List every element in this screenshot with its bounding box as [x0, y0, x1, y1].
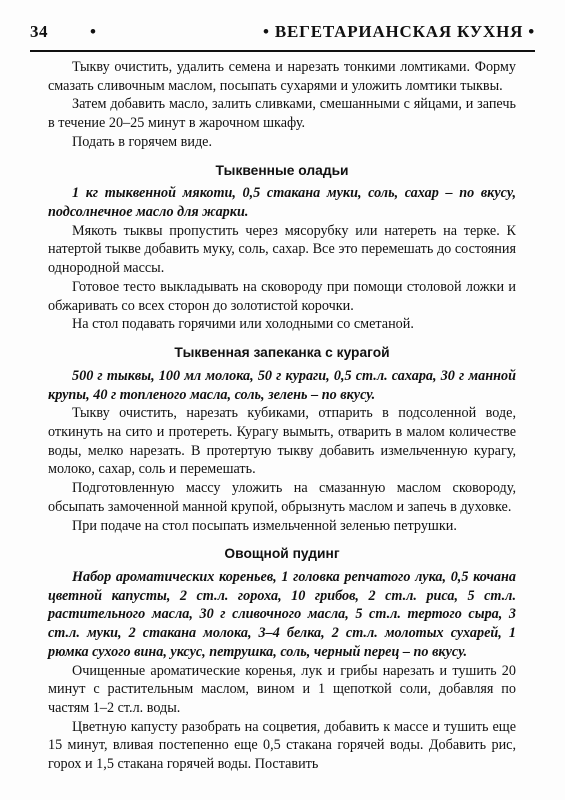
ingredients: Набор ароматических кореньев, 1 головка репчатого лука, 0,5 кочана цветной капусты, 2 ст.л. гороха, 10 грибов, 2 ст.л. риса, 5 ст.л. растительного масла, 30 г сливочного масла, 5 ст.л. тертого сыра, 3 ст.л. муки, 2 стакана молока, 3–4 белка, 2 ст.л. молотых сухарей, 1 рюмка сухого вина, уксус, петрушка, соль, черный перец – по вкусу. [48, 568, 516, 660]
page-content [48, 58, 516, 774]
paragraph: Подготовленную массу уложить на смазанную маслом сковороду, обсыпать замоченной манной крупой, обрызнуть маслом и запечь в духовке. [48, 480, 516, 515]
paragraph: Мякоть тыквы пропустить через мясорубку или натереть на терке. К натертой тыкве добавить муку, соль, сахар. Все это перемешать до состояния однородной массы. [48, 222, 516, 277]
paragraph: Цветную капусту разобрать на соцветия, добавить к массе и тушить еще 15 минут, вливая постепенно еще 0,5 стакана горячей воды. Добавить рис, горох и 1,5 стакана горячей воды. Поставить [48, 718, 516, 773]
paragraph: Затем добавить масло, залить сливками, смешанными с яйцами, и запечь в течение 20–25 минут в жарочном шкафу. [48, 96, 516, 132]
ingredients: 1 кг тыквенной мякоти, 0,5 стакана муки, соль, сахар – по вкусу, подсолнечное масло для жарки. [48, 185, 516, 221]
page-header [30, 22, 535, 46]
header-rule [30, 50, 535, 52]
paragraph: Очищенные ароматические коренья, лук и грибы нарезать и тушить 20 минут с растительным маслом, вином и 1 щепоткой соли, добавляя по частям 1–2 ст.л. воды. [48, 662, 516, 716]
recipe-title: Тыквенная запеканка с курагой [174, 345, 390, 361]
paragraph: Тыкву очистить, нарезать кубиками, отпарить в подсоленной воде, откинуть на сито и протереть. Курагу вымыть, отварить в малом количестве воды, мелко нарезать. В протертую тыкву добавить измельченную курагу, молоко, сахар, соль и перемешать. [48, 405, 516, 478]
paragraph: Подать в горячем виде. [72, 133, 213, 150]
header-dot: • [90, 22, 96, 41]
ingredients: 500 г тыквы, 100 мл молока, 50 г кураги, 0,5 ст.л. сахара, 30 г манной крупы, 40 г топленого масла, соль, зелень – по вкусу. [48, 367, 516, 403]
paragraph: На стол подавать горячими или холодными со сметаной. [72, 316, 414, 333]
recipe-title: Тыквенные оладьи [215, 162, 349, 178]
page-number: 34 [30, 22, 48, 41]
paragraph: Тыкву очистить, удалить семена и нарезать тонкими ломтиками. Форму смазать сливочным маслом, посыпать сухарями и уложить ломтики тыквы. [48, 59, 516, 94]
recipe-title: Овощной пудинг [224, 546, 340, 562]
paragraph: Готовое тесто выкладывать на сковороду при помощи столовой ложки и обжаривать со всех сторон до золотистой корочки. [48, 278, 516, 314]
paragraph: При подаче на стол посыпать измельченной зеленью петрушки. [72, 517, 457, 534]
running-title: • ВЕГЕТАРИАНСКАЯ КУХНЯ • [263, 22, 535, 41]
